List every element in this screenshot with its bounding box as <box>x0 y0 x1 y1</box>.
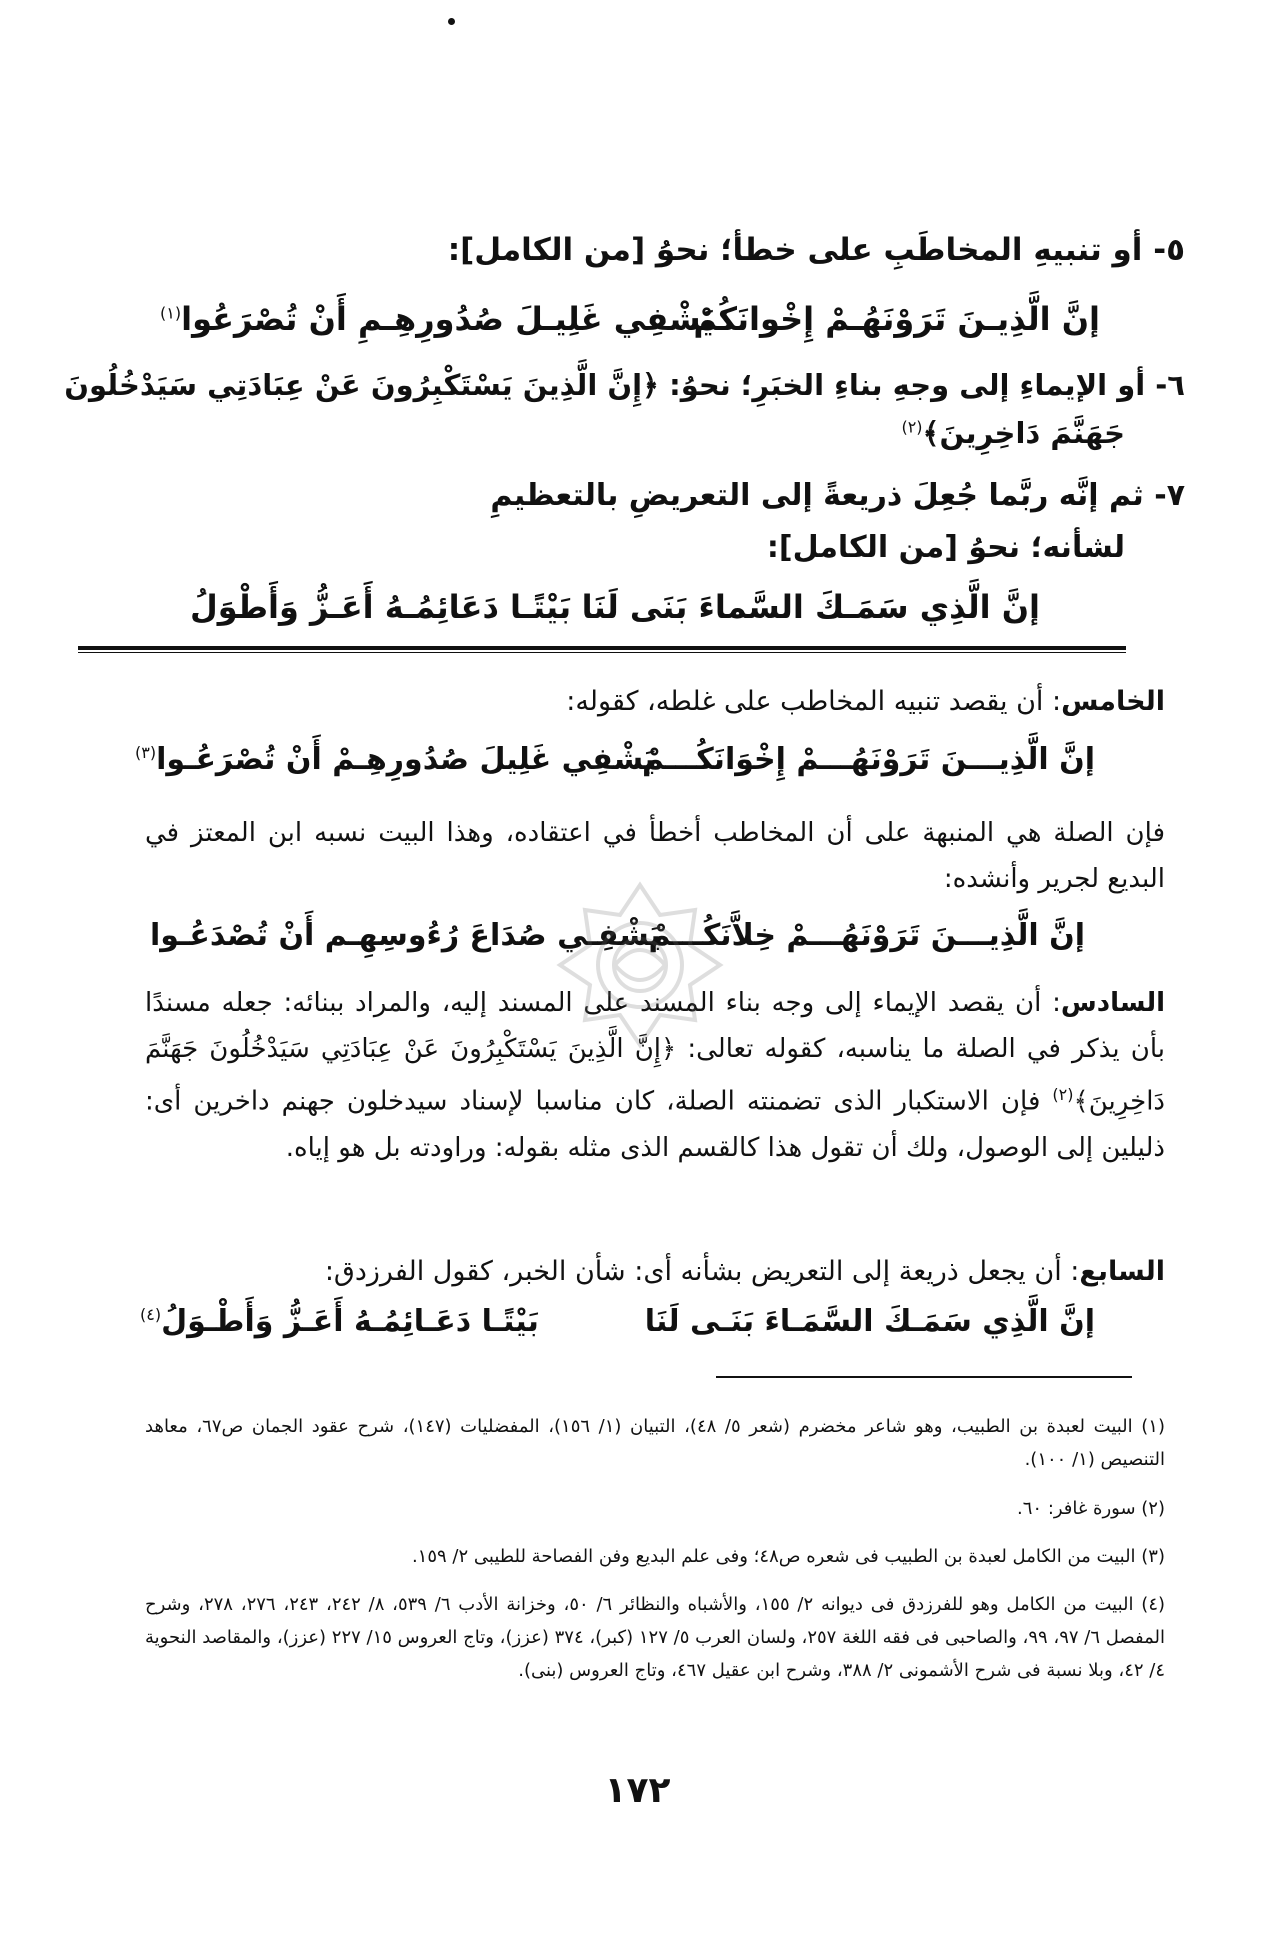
verse-1-first-hemistich: إنَّ الَّذِيـنَ تَرَوْنَهُـمْ إِخْوانَكُمْ <box>693 300 1100 338</box>
verse-2-first-hemistich: إنَّ الَّذِي سَمَـكَ السَّماءَ بَنَى لَنَا <box>581 588 1040 626</box>
ink-dot <box>448 18 455 25</box>
section-divider-thin <box>78 652 1126 653</box>
verse-1 <box>160 300 1100 344</box>
footnote-2: (٢) سورة غافر: ٦٠. <box>1017 1498 1165 1519</box>
verse-4-first-hemistich: إنَّ الَّذِيـــنَ تَرَوْنَهُـــمْ خِلاَّنَكُـــمْ <box>648 918 1085 953</box>
item-6-line-2: جَهَنَّمَ دَاخِرِينَ﴾$^{(٢)}$ <box>901 416 1125 450</box>
footnote-1: (١) البيت لعبدة بن الطبيب، وهو شاعر مخضرم (شعر ٥/ ٤٨)، التبيان (١/ ١٥٦)، المفضليات (١٤٧)، شرح عقود الجمان ص٦٧، معاهد التنصيص (١/ ١٠٠). <box>145 1416 1165 1470</box>
library-watermark-seal <box>555 880 725 1050</box>
verse-5-second-hemistich: بَيْتًـا دَعَـائِمُـهُ أَعَـزُّ وَأَطْـوَلُ$^{(٤)}$ <box>140 1304 539 1339</box>
footnote-ref: (١) <box>160 303 182 323</box>
page-number: ١٧٢ <box>604 1770 671 1811</box>
verse-4-second-hemistich: يَشْفِـي صُدَاعَ رُءُوسِهِـم أَنْ تُصْدَعُـوا <box>150 918 662 953</box>
footnote-rule <box>716 1376 1132 1378</box>
fifth-label: الخامس <box>1061 686 1165 717</box>
verse-2-second-hemistich: بَيْتًـا دَعَائِمُـهُ أَعَـزُّ وَأَطْوَلُ <box>190 588 572 626</box>
item-5-line: ٥- أو تنبيهِ المخاطَبِ على خطأ؛ نحوُ [من الكامل]: <box>447 232 1185 268</box>
verse-5-first-hemistich: إنَّ الَّذِي سَمَـكَ السَّمَـاءَ بَنَـى لَنَا <box>644 1304 1095 1339</box>
footnote-ref: (٢) <box>1052 1085 1074 1104</box>
verse-2 <box>190 588 1040 632</box>
seventh-label: السابع <box>1079 1256 1165 1287</box>
verse-3-second-hemistich: يَشْفِي غَلِيلَ صُدُورِهِـمْ أَنْ تُصْرَعُـوا$^{(٣)}$ <box>135 742 656 777</box>
verse-1-second-hemistich: يَشْفِي غَلِيـلَ صُدُورِهِـمِ أَنْ تُصْرَعُوا$^{(١)}$ <box>160 300 714 338</box>
seventh-heading-line: السابع: أن يجعل ذريعة إلى التعريض بشأنه أى: شأن الخبر، كقول الفرزدق: <box>324 1256 1165 1287</box>
footnote-ref: (٣) <box>135 743 157 762</box>
verse-3-first-hemistich: إنَّ الَّذِيـــنَ تَرَوْنَهُـــمْ إِخْوَانَكُـــمْ <box>641 742 1095 777</box>
sixth-label: السادس <box>1060 988 1165 1018</box>
verse-3 <box>135 742 1095 786</box>
item-7-line-2: لشأنه؛ نحوُ [من الكامل]: <box>766 530 1125 565</box>
commentary-paragraph-sixth: السادس: أن يقصد الإيماء إلى وجه بناء المسند على المسند إليه، والمراد ببنائه: جعله مسندًا بأن يذكر في الصلة ما يناسبه، كقوله تعالى: ﴿إِنَّ الَّذِينَ يَسْتَكْبِرُونَ عَنْ عِبَادَتِي سَيَدْخُلُونَ جَهَنَّمَ دَاخِرِينَ﴾$^{(٢)}$ فإن الاستكبار الذى تضمنته الصلة، كان مناسبا لإسناد سيدخلون جهنم داخرين أى: ذليلين إلى الوصول، ولك أن تقول هذا كالقسم الذى مثله بقوله: وراودته بل هو إياه. <box>145 988 1165 1163</box>
verse-5 <box>140 1304 1095 1348</box>
item-6-line-1: ٦- أو الإيماءِ إلى وجهِ بناءِ الخبَرِ؛ نحوُ: ﴿إِنَّ الَّذِينَ يَسْتَكْبِرُونَ عَنْ عِبَادَتِي سَيَدْخُلُونَ <box>64 368 1185 402</box>
item-7-line-1: ٧- ثم إنَّه ربَّما جُعِلَ ذريعةً إلى التعريضِ بالتعظيمِ <box>490 478 1185 513</box>
footnote-3: (٣) البيت من الكامل لعبدة بن الطبيب فى شعره ص٤٨؛ وفى علم البديع وفن الفصاحة للطيبى ٢/ ١٥٩. <box>411 1546 1165 1567</box>
section-divider <box>78 646 1126 650</box>
footnote-ref: (٢) <box>901 417 923 437</box>
footnote-ref: (٤) <box>140 1305 162 1324</box>
fifth-heading-line: الخامس: أن يقصد تنبيه المخاطب على غلطه، كقوله: <box>566 686 1165 717</box>
commentary-paragraph-1: فإن الصلة هي المنبهة على أن المخاطب أخطأ في اعتقاده، وهذا البيت نسبه ابن المعتز في البديع لجرير وأنشده: <box>145 818 1165 894</box>
footnote-4: (٤) البيت من الكامل وهو للفرزدق فى ديوانه ٢/ ١٥٥، والأشباه والنظائر ٦/ ٥٠، وخزانة الأدب ٦/ ٥٣٩، ٨/ ٢٤٢، ٢٤٣، ٢٧٦، ٢٧٨، وشرح المفصل ٦/ ٩٧، ٩٩، والصاحبى فى فقه اللغة ٢٥٧، ولسان العرب ٥/ ١٢٧ (كبر)، ٣٧٤ (عزز)، وتاج العروس ١٥/ ٢٢٧ (عزز)، والمقاصد النحوية ٤/ ٤٢، وبلا نسبة فى شرح الأشمونى ٢/ ٣٨٨، وشرح ابن عقيل ٤٦٧، وتاج العروس (بنى). <box>144 1594 1166 1681</box>
